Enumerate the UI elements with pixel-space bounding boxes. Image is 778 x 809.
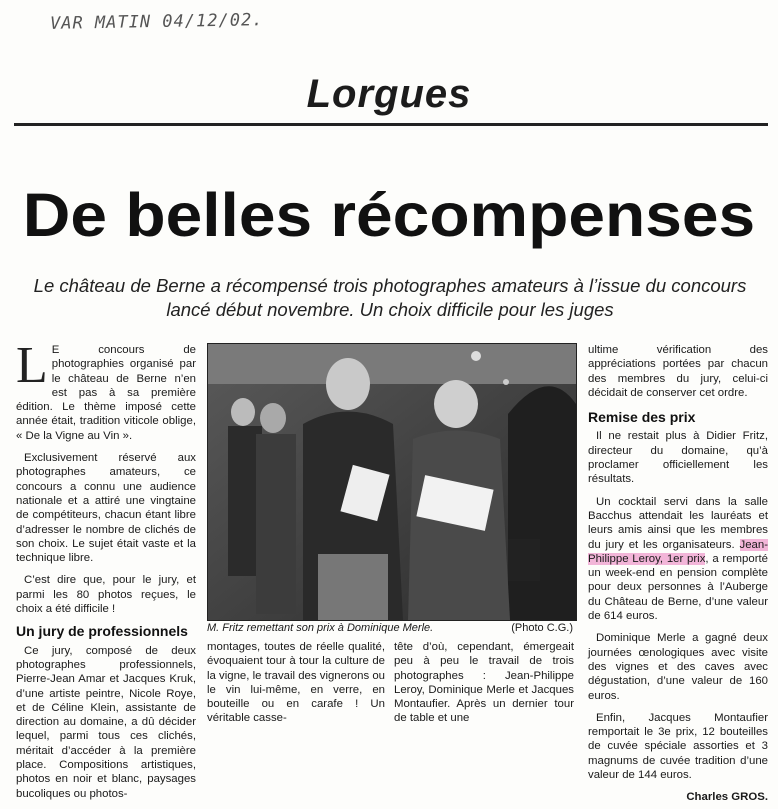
photo-credit: (Photo C.G.) <box>511 622 573 634</box>
article-column-4 <box>588 343 768 805</box>
photo-caption <box>207 622 575 634</box>
article-paragraph: tête d’où, cependant, émergeait peu à peu le travail de trois photographes : Jean-Philippe Leroy, Dominique Merle et Jacques Montaufier. Après un dernier tour de table et une <box>394 641 574 725</box>
author-signature: Charles GROS. <box>686 791 768 804</box>
headline: De belles récompenses <box>22 181 756 249</box>
handwritten-source-note: VAR MATIN 04/12/02. <box>49 10 264 34</box>
article-paragraph <box>16 337 196 443</box>
article-paragraph: Exclusivement réservé aux photographes amateurs, ce concours a connu une audience nationale et a attiré une vingtaine de compétiteurs, chacun étant libre d’adresser le nombre de clichés de son choix. Le sujet était vaste et la technique libre. <box>16 452 196 565</box>
paragraph-text: , a remporté un week-end en pension complète pour deux personnes à l’Auberge du Château de Berne, d’une valeur de 614 euros. <box>588 552 768 623</box>
lede <box>20 274 760 322</box>
caption-text: M. Fritz remettant son prix à Dominique Merle. <box>207 622 434 634</box>
photo <box>207 343 577 621</box>
article-paragraph: Ce jury, composé de deux photographes professionnels, Pierre-Jean Amar et Jacques Kruk, d’une artiste peintre, Nicole Roye, et de Céline Klein, assistante de direction au domaine, a dû décider lequel, parmi tous ces clichés, méritait d’accéder à la première place. Compositions artistiques, photos en noir et blanc, paysages bucoliques ou photos- <box>16 644 196 800</box>
article-paragraph: Enfin, Jacques Montaufier remportait le 3e prix, 12 bouteilles de cuvée spéciale assorties et 3 magnums de cuvée tradition d’une valeur de 144 euros. <box>588 711 768 782</box>
article-column-2 <box>207 640 385 734</box>
highlighted-winner: Jean-Philippe Leroy, 1er prix <box>588 538 768 565</box>
subhead-jury: Un jury de professionnels <box>16 623 188 640</box>
article-paragraph: Il ne restait plus à Didier Fritz, directeur du domaine, qu’à proclamer officiellement les résultats. <box>588 430 768 486</box>
article-paragraph: montages, toutes de réelle qualité, évoquaient tour à tour la culture de la vigne, le travail des vignerons ou le vin lui-même, en verre, en bouteille ou en carafe ! Un véritable casse- <box>207 641 385 725</box>
header-rule <box>14 123 768 126</box>
article-paragraph: Dominique Merle a gagné deux journées œnologiques avec visite des vignes et des caves avec dégustation, d’une valeur de 160 euros. <box>588 632 768 702</box>
article-column-3 <box>394 640 574 734</box>
photo-illustration <box>208 344 576 620</box>
paragraph-text: Un cocktail servi dans la salle Bacchus attendait les lauréats et leurs amis ainsi que les membres du jury et les organisateurs. <box>588 495 768 551</box>
article-paragraph: C’est dire que, pour le jury, et parmi les 80 photos reçues, le choix a été difficile ! <box>16 574 196 616</box>
section-title: Lorgues <box>306 72 472 116</box>
article-paragraph: ultime vérification des appréciations portées par chacun des membres du jury, celui-ci décidait de conserver cet ordre. <box>588 344 768 399</box>
paragraph-text: E concours de photographies organisé par le château de Berne n’en est pas à sa première édition. Le thème imposé cette année était, tradition viticole oblige, « De la Vigne au Vin ». <box>16 344 196 442</box>
lede-line-1: Le château de Berne a récompensé trois photographes amateurs à l’issue du concours <box>33 275 747 296</box>
lede-line-2: lancé début novembre. Un choix difficile pour les juges <box>166 299 614 320</box>
subhead-remise-des-prix: Remise des prix <box>588 409 696 426</box>
dropcap: L <box>16 337 48 394</box>
article-paragraph <box>588 495 768 624</box>
article-column-1 <box>16 337 196 809</box>
